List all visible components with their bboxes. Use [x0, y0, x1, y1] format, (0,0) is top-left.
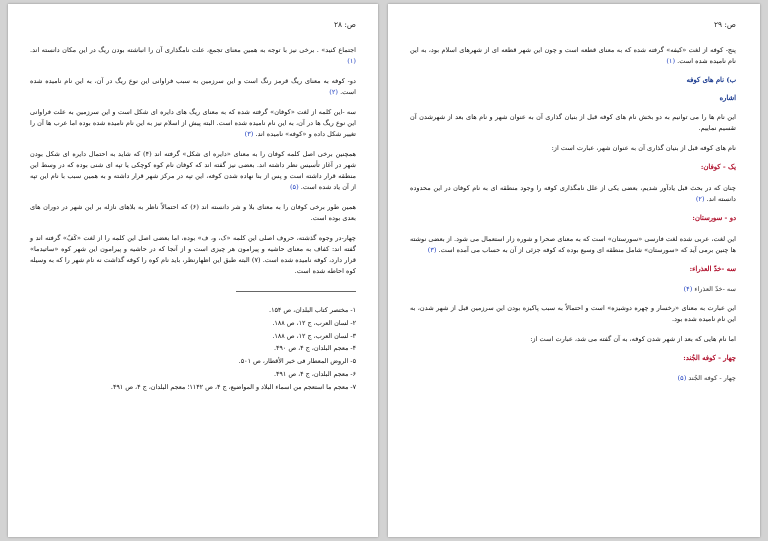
footnote-link[interactable]: (۳)	[244, 130, 254, 138]
footnote-link[interactable]: (۲)	[329, 88, 338, 96]
section-heading: ب) نام های کوفه	[686, 76, 736, 84]
footnote-link[interactable]: (۲)	[695, 195, 705, 203]
book-page-left	[8, 4, 378, 537]
footnote-link[interactable]: (۵)	[677, 374, 687, 382]
footnote-item: ۱- مختصر کتاب البلدان، ص ۱۵۴.	[269, 306, 356, 314]
item-heading: یک - کوفان:	[700, 163, 736, 171]
paragraph: چهار-در وجوه گذشته، حروف اصلی این کلمه «ک، و، ف» بوده، اما بعضی اصل این کلمه را از لغت «کَفّ» گرفته اند و گفته اند: کفاف به معنای حاشیه و پیرامون هر چیزی است و از آنجا که در حاشیه و پیرامون این شهر کوه «ساتیدما» قرار دارد، کوفه نامیده شده است. (۷) البته طبق این اظهارنظر، باید نام کوه را کوفه گذاشت نه نام شهر را که به وسیله کوه احاطه شده است.	[30, 234, 357, 275]
item-heading: دو - سورستان:	[692, 214, 736, 222]
page-number: ص: ۲۹	[713, 20, 736, 29]
item-heading: سه -خدّ العذراء:	[689, 265, 736, 273]
paragraph: همین طور برخی کوفان را به معنای بلا و شر دانسته اند (۶) که احتمالاً ناظر به بلاهای نازله بر این شهر در دوران های بعدی بوده است.	[30, 203, 356, 222]
paragraph: اجتماع کنید» . برخی نیز با توجه به همین معنای تجمع، علت نامگذاری آن را انباشته بودن ریگ در این مکان دانسته اند. (۱)	[30, 46, 356, 65]
footnote-item: ۷- معجم ما استعجم من اسماء البلاد و المواضیع، ج ۴، ص ۱۱۴۲؛ معجم البلدان، ج ۴، ص ۴۹۱.	[110, 382, 356, 391]
paragraph: این نام ها را می توانیم به دو بخش نام های کوفه قبل از بنیان گذاری آن به عنوان شهر و نام های بعد از شهرشدن آن تقسیم نماییم.	[410, 113, 736, 132]
footnote-link[interactable]: (۵)	[289, 183, 299, 191]
footnote-item: ۶- معجم البلدان، ج ۴، ص ۴۹۱.	[273, 369, 356, 378]
item-subtitle: سه -خدّ العذراء (۴)	[683, 285, 736, 293]
footnote-divider	[236, 291, 356, 292]
footnote-link[interactable]: (۴)	[683, 285, 693, 293]
paragraph: همچنین برخی اصل کلمه کوفان را به معنای «دایره ای شکل» گرفته اند (۴) که شاید به احتمال دایره ای شکل بودن شهر در آغاز تأسیس نظر داشته اند. بعضی نیز گفته اند که کوفان نام کوه کوچکی یا تپه ای شنی بوده که در وسط این منطقه قرار داشته است و پس از بنا نهاده شدن کوفه، این تپه در مرکز شهر قرار داشته و به همین سبب با نام این تپه از آن یاد شده است. (۵)	[30, 150, 357, 191]
footnote-item: ۳- لسان العرب، ج ۱۲، ص ۱۸۸.	[272, 331, 356, 340]
footnote-link[interactable]: (۱)	[666, 57, 676, 65]
item-heading: چهار - کوفه الجُند:	[683, 354, 736, 362]
paragraph: پنج- کوفه از لغت «کیفه» گرفته شده که به معنای قطعه است و چون این شهر قطعه ای از شهرهای اسلام بود، به این نام نامیده شده است. (۱)	[410, 46, 736, 65]
footnote-item: ۴- معجم البلدان، ج ۴، ص ۴۹۰.	[273, 344, 356, 353]
footnote-item: ۵- الروض المعطار فی خبر الأقطار، ص ۵۰۱.	[238, 357, 356, 366]
footnote-item: ۲- لسان العرب، ج ۱۲، ص ۱۸۸.	[272, 318, 356, 327]
item-subtitle: چهار - کوفه الجُند (۵)	[677, 374, 736, 382]
paragraph: چنان که در بحث قبل یادآور شدیم، بعضی یکی از علل نامگذاری کوفه را وجود منطقه ای به نام کوفان در این محدوده دانسته اند. (۲)	[410, 184, 736, 203]
page-number: ص: ۲۸	[333, 20, 356, 29]
subheading: اشاره	[719, 94, 736, 102]
paragraph: دو- کوفه به معنای ریگ قرمز رنگ است و این سرزمین به سبب فراوانی این نوع ریگ در آن، به این نام نامیده شده است. (۲)	[30, 77, 356, 96]
footnote-link[interactable]: (۱)	[347, 57, 356, 65]
footnote-link[interactable]: (۳)	[427, 246, 437, 254]
paragraph: اما نام هایی که بعد از شهر شدن کوفه، به آن گفته می شد، عبارت است از:	[530, 335, 736, 343]
paragraph: نام های کوفه قبل از بنیان گذاری آن به عنوان شهر، عبارت است از:	[551, 144, 736, 152]
paragraph: سه -این کلمه از لغت «کوفان» گرفته شده که به معنای ریگ های دایره ای شکل است و این سرزمین به علت فراوانی این نوع ریگ ها در آن، به این نام نامیده شده است. البته پیش از اسلام نیز به این نام نامیده شده بوده اما عرب ها آن را تغییر شکل داده و «کوفه» نامیده اند. (۳)	[30, 108, 356, 138]
book-page-right	[388, 4, 760, 537]
paragraph: این عبارت به معنای «رخسار و چهره دوشیزه» است و احتمالاً به سبب پاکیزه بودن این سرزمین قبل از شهر شدن، به این نام نامیده شده بود.	[410, 304, 736, 323]
paragraph: این لغت، عربی شده لغت فارسی «سورستان» است که به معنای صحرا و شوره زار استعمال می شود. از بعضی نوشته ها چنین برمی آید که «سورستان» شامل منطقه ای وسیع بوده که کوفه جزئی از آن به حساب می آمده است. (۳)	[410, 235, 736, 254]
footnote-list	[30, 304, 356, 394]
